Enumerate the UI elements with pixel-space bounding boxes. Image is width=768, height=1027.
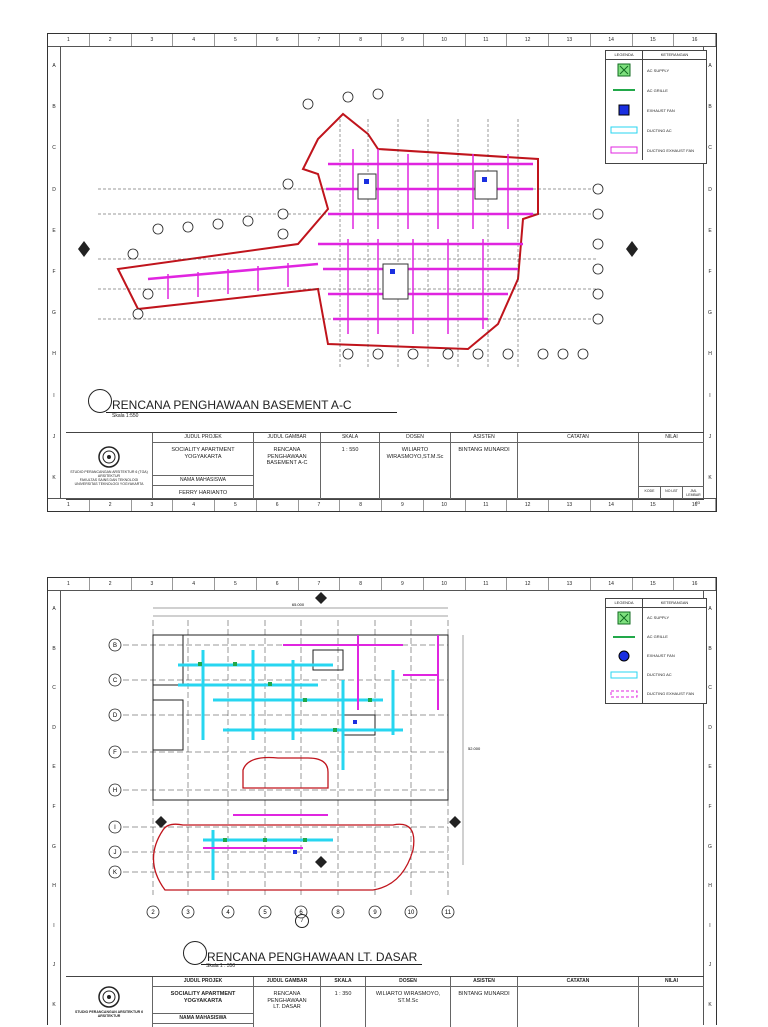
ruler-mark: F [708,804,712,810]
legend-label: EXHAUST FAN [647,653,675,658]
ruler-mark: C [52,145,56,152]
ruler-mark: 8 [340,499,382,511]
nilai-cell [638,977,704,1027]
ruler-mark: 15 [633,578,675,590]
studio-name: STUDIO PERANCANGAN ARSITEKTUR 6 ARSITEKTUR [74,1010,144,1018]
skala-label: SKALA [321,433,379,443]
legend-label: DUCTING AC [647,127,672,133]
ruler-mark: A [52,606,56,613]
ruler-mark: 9 [382,499,424,511]
ruler-mark: 11 [466,34,508,46]
ruler-mark: F [52,804,56,810]
ruler-mark: B [52,104,56,111]
nilai-label: NILAI [639,433,704,443]
ac-supply-icon [617,611,631,625]
ruler-mark: 2 [90,499,132,511]
dim-top: 65.000 [291,602,305,607]
grid-row-label: I [114,825,116,831]
legend-label: AC SUPPLY [647,615,670,620]
dosen-value: WILIARTO WIRASMOYO,ST.M.Sc [386,447,444,460]
ruler-mark: K [52,1001,56,1008]
ducting-ac-icon [610,671,638,679]
legend-panel [605,50,707,164]
legend-row-ducting-ac [606,120,706,140]
ruler-mark: 16 [674,34,716,46]
legend-label: EXHAUST FAN [647,107,675,113]
ruler-mark: 13 [549,34,591,46]
catatan-cell [517,433,638,499]
grid-col-label: 2 [151,910,155,916]
judul-projek-cell [152,977,253,1027]
studio-name: STUDIO PERANCANGAN ARSITEKTUR 6 (TGA) ARSITEKTUR FAKULTAS SAINS DAN TEKNOLOGI UNIVERSITAS TEKNOLOGI YOGYAKARTA [70,470,148,486]
ruler-mark: B [708,645,712,652]
skala-value: 1 : 350 [334,991,352,997]
ac-grille-icon [613,87,635,93]
legend-row-ducting-exhaust [606,684,706,703]
ruler-mark: C [52,685,56,692]
nama-mahasiswa-value: FERRY HARIANTO [178,490,228,496]
skala-label: SKALA [321,977,365,987]
asisten-cell [450,977,517,1027]
exhaust-fan-icon [618,650,630,662]
dosen-label: DOSEN [366,977,450,987]
ruler-mark: C [708,145,712,152]
ac-supply-icon [617,63,631,77]
sheet-number-row [639,486,704,499]
judul-projek-label: JUDUL PROJEK [153,977,253,987]
ruler-mark: G [708,843,712,850]
ruler-mark: E [52,764,56,771]
legend-row-ducting-exhaust [606,140,706,160]
legend-header-symbol: LEGENDA [606,599,643,607]
drawing-title [183,941,422,965]
judul-gambar-label: JUDUL GAMBAR [254,977,320,987]
legend-panel [605,598,707,704]
ruler-mark: J [708,962,712,969]
no-lbr-label: NO LBT [660,487,682,499]
basement-floor-plan [78,79,638,399]
legend-label: DUCTING EXHAUST FAN [647,147,695,153]
ruler-mark: 16 [674,578,716,590]
left-ruler [48,46,61,499]
ruler-mark: 6 [257,499,299,511]
ruler-mark: K [708,474,712,481]
grid-col-label: 8 [336,910,340,916]
skala-value: 1 : 550 [341,447,359,453]
catatan-label: CATATAN [518,977,638,987]
dosen-value: WILIARTO WIRASMOYO, ST.M.Sc [375,991,441,1004]
ruler-mark: H [52,351,56,358]
studio-logo-cell [66,977,152,1027]
ruler-mark: I [709,922,711,929]
top-ruler [48,34,716,47]
ruler-mark: 1 [48,34,90,46]
ruler-mark: G [52,843,56,850]
legend-label: DUCTING AC [647,672,672,677]
judul-gambar-cell [253,977,320,1027]
legend-label: DUCTING EXHAUST FAN [647,691,695,696]
ruler-mark: D [708,724,712,731]
ruler-mark: 6 [257,34,299,46]
judul-gambar-value: RENCANA PENGHAWAAN BASEMENT A-C [266,447,308,467]
judul-projek-value: SOCIALITY APARTMENT YOGYAKARTA [171,447,235,460]
ruler-mark: 12 [507,34,549,46]
grid-row-label: F [113,750,117,756]
skala-cell [320,977,365,1027]
title-block [66,976,704,1027]
asisten-value: BINTANG MUNARDI [458,447,510,453]
ground-floor-plan [103,590,523,925]
ruler-mark: H [708,351,712,358]
grid-row-label: B [112,643,118,649]
sheet-number: 03 [695,500,700,505]
grid-extra-bubble: 7 [295,914,309,928]
asisten-label: ASISTEN [451,433,517,443]
ruler-mark: K [708,1001,712,1008]
ruler-mark: 2 [90,578,132,590]
legend-row-exhaust-fan [606,100,706,120]
ruler-mark: E [52,227,56,234]
judul-projek-value: SOCIALITY APARTMENT YOGYAKARTA [170,991,236,1004]
drawing-title-text: RENCANA PENGHAWAAN BASEMENT A-C [106,398,397,413]
ruler-mark: 1 [48,499,90,511]
ruler-mark: 14 [591,34,633,46]
legend-header [606,599,706,608]
exhaust-fan-icon [618,104,630,116]
grid-row-label: J [113,850,117,856]
ac-grille-icon [613,634,635,640]
ruler-mark: 11 [466,578,508,590]
ruler-mark: D [708,186,712,193]
ruler-mark: 3 [132,578,174,590]
legend-row-exhaust-fan [606,646,706,665]
ducting-ac-icon [610,126,638,134]
judul-gambar-value: RENCANA PENGHAWAAN LT. DASAR [267,991,307,1011]
legend-header-symbol: LEGENDA [606,51,643,59]
grid-row-label: D [112,713,118,719]
ruler-mark: 6 [257,578,299,590]
legend-header [606,51,706,60]
ruler-mark: 14 [591,499,633,511]
jml-lembar-label: JML LEMBAR [682,487,704,499]
ruler-mark: 9 [382,578,424,590]
ruler-mark: B [52,645,56,652]
ruler-mark: 5 [215,499,257,511]
ruler-mark: 10 [424,499,466,511]
ruler-mark: G [52,310,56,317]
ruler-mark: H [708,883,712,890]
nama-mahasiswa-label: NAMA MAHASISWA [153,1013,253,1024]
ruler-mark: 10 [424,578,466,590]
ducting-exhaust-icon [610,690,638,698]
nama-mahasiswa-label: NAMA MAHASISWA [153,475,253,486]
ruler-mark: 5 [215,578,257,590]
judul-gambar-label: JUDUL GAMBAR [254,433,320,443]
ruler-mark: 8 [340,34,382,46]
ruler-mark: G [708,310,712,317]
ruler-mark: 15 [633,34,675,46]
ruler-mark: 3 [132,499,174,511]
ruler-mark: I [53,922,55,929]
catatan-label: CATATAN [518,433,638,443]
ruler-mark: I [709,392,711,399]
drawing-scale-note: Skala 1:550 [112,413,139,419]
drawing-sheet-basement [47,33,717,512]
ruler-mark: J [52,433,56,440]
university-seal-icon [98,986,120,1008]
ruler-mark: A [52,63,56,70]
nilai-label: NILAI [639,977,704,987]
legend-row-ac-grille [606,627,706,646]
ruler-mark: A [708,606,712,613]
ruler-mark: 4 [173,499,215,511]
asisten-label: ASISTEN [451,977,517,987]
ruler-mark: 13 [549,499,591,511]
legend-label: AC GRILLE [647,87,668,93]
asisten-value: BINTANG MUNARDI [458,991,510,997]
asisten-cell [450,433,517,499]
left-ruler [48,590,61,1025]
kode-label: KODE [644,489,655,493]
ruler-mark: 4 [173,34,215,46]
ruler-mark: 16 [674,499,716,511]
catatan-cell [517,977,638,1027]
grid-col-label: 4 [226,910,230,916]
ruler-mark: 14 [591,578,633,590]
judul-gambar-cell [253,433,320,499]
ruler-mark: E [708,764,712,771]
ruler-mark: F [708,269,712,276]
grid-row-label: C [112,678,118,684]
ruler-mark: D [52,724,56,731]
ruler-mark: B [708,104,712,111]
legend-label: AC GRILLE [647,634,668,639]
ruler-mark: 12 [507,578,549,590]
skala-cell [320,433,379,499]
ruler-mark: 13 [549,578,591,590]
legend-header-desc: KETERANGAN [660,600,689,605]
grid-col-label: 5 [263,910,267,916]
ruler-mark: 12 [507,499,549,511]
ruler-mark: I [53,392,55,399]
drawing-title [88,389,397,413]
grid-col-label: 3 [186,910,190,916]
ruler-mark: J [708,433,712,440]
ruler-mark: H [52,883,56,890]
ruler-mark: 5 [215,34,257,46]
dosen-cell [379,433,450,499]
legend-row-ac-supply [606,60,706,80]
ruler-mark: C [708,685,712,692]
ruler-mark: 7 [299,578,341,590]
grid-col-label: 6 [299,910,303,916]
ruler-mark: E [708,227,712,234]
ruler-mark: 11 [466,499,508,511]
university-seal-icon [98,446,120,468]
ruler-mark: J [52,962,56,969]
legend-row-ac-supply [606,608,706,627]
dim-right: 52.000 [468,746,481,751]
ruler-mark: 4 [173,578,215,590]
studio-logo-cell [66,433,152,499]
dosen-label: DOSEN [380,433,450,443]
legend-header-desc: KETERANGAN [660,52,689,57]
legend-row-ac-grille [606,80,706,100]
ruler-mark: A [708,63,712,70]
drawing-scale-note: Skala 1 : 350 [206,963,236,969]
ducting-exhaust-icon [610,146,638,154]
dosen-cell [365,977,450,1027]
grid-col-label: 10 [407,910,415,916]
ruler-mark: 8 [340,578,382,590]
ruler-mark: D [52,186,56,193]
drawing-sheet-ground-floor [47,577,717,1025]
legend-row-ducting-ac [606,665,706,684]
grid-row-label: K [112,870,118,876]
ruler-mark: 1 [48,578,90,590]
ruler-mark: K [52,474,56,481]
judul-projek-label: JUDUL PROJEK [153,433,253,443]
grid-row-label: H [112,788,118,794]
grid-col-label: 11 [444,910,452,916]
ruler-mark: 10 [424,34,466,46]
ruler-mark: 7 [299,499,341,511]
ruler-mark: 3 [132,34,174,46]
drawing-title-text: RENCANA PENGHAWAAN LT. DASAR [201,950,422,965]
legend-label: AC SUPPLY [647,67,670,73]
ruler-mark: 15 [633,499,675,511]
grid-col-label: 9 [373,910,377,916]
ruler-mark: 7 [299,34,341,46]
ruler-mark: 2 [90,34,132,46]
ruler-mark: 9 [382,34,424,46]
ruler-mark: F [52,269,56,276]
judul-projek-cell [152,433,253,499]
